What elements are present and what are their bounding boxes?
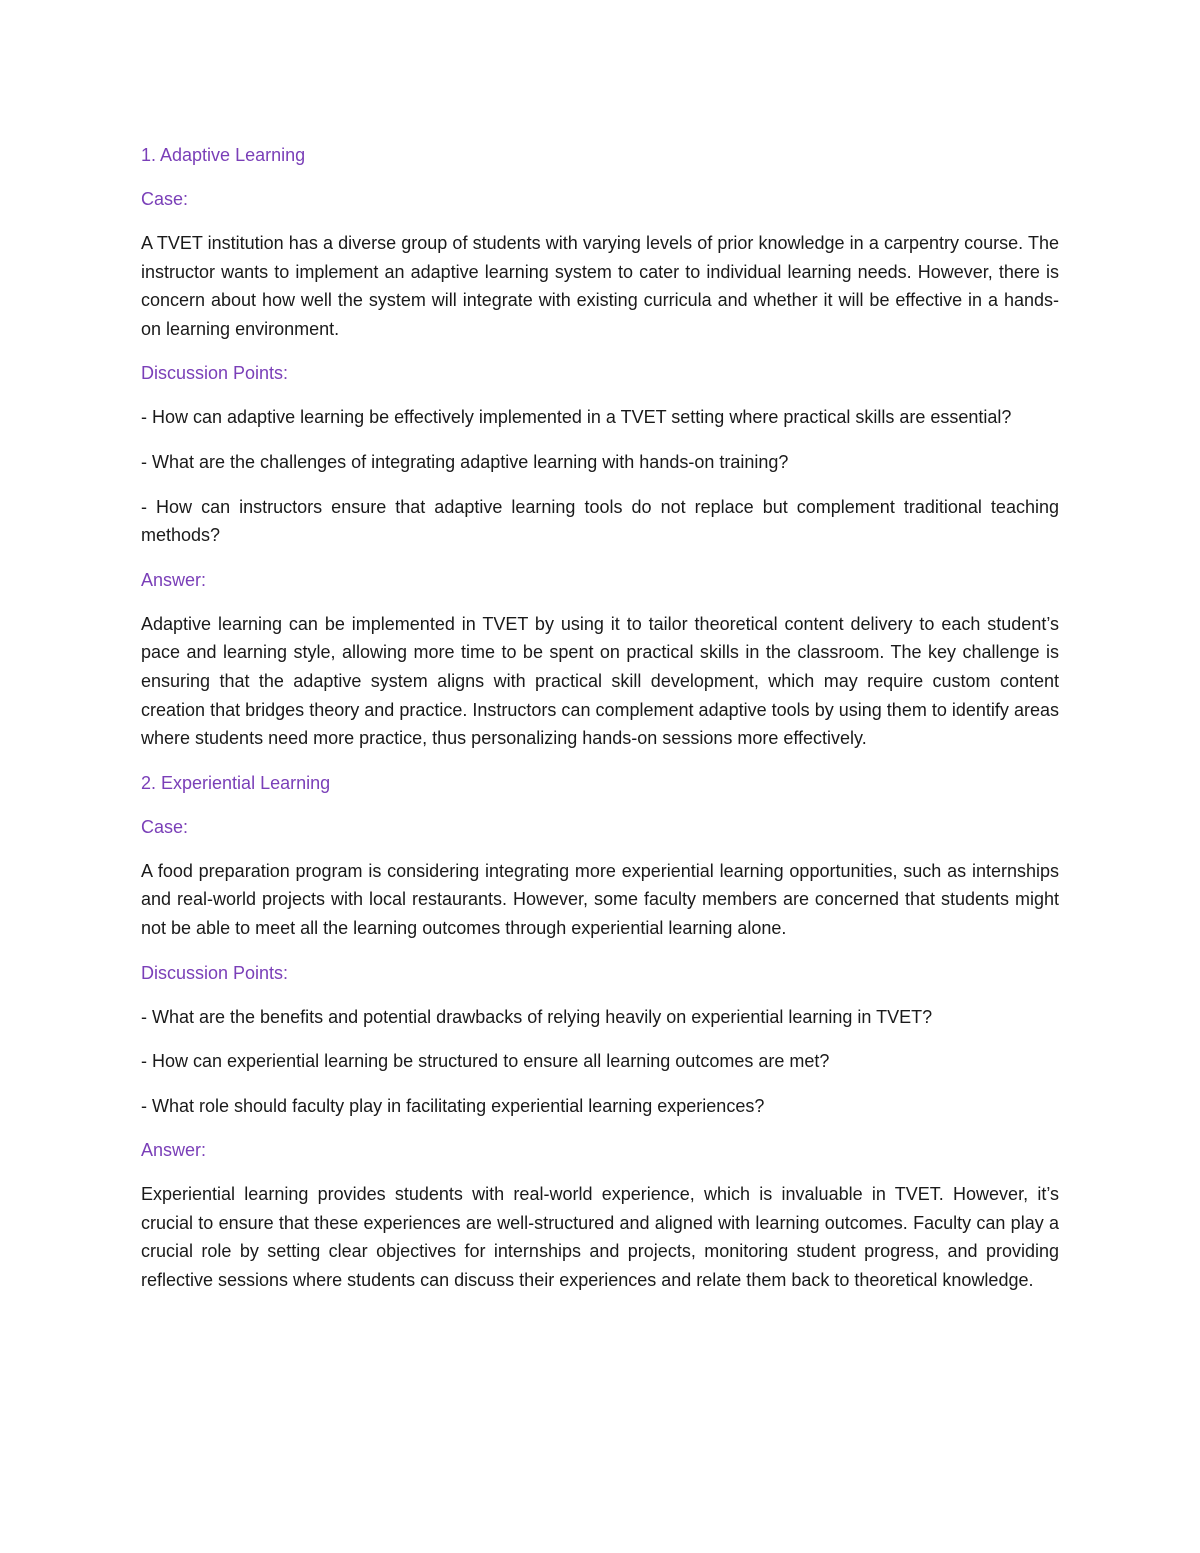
section-title: 1. Adaptive Learning (141, 145, 306, 165)
discussion-point: - How can instructors ensure that adaptive learning tools do not replace but complement traditional teaching methods? (141, 496, 1059, 546)
discussion-label: Discussion Points: (141, 363, 289, 384)
section-adaptive-learning (141, 141, 1059, 753)
answer-text: Adaptive learning can be implemented in TVET by using it to tailor theoretical content delivery to each student’s pace and learning style, allowing more time to be spent on practical skills in the classroom. The key challenge is ensuring that the adaptive system aligns with practical skill development, which may require custom content creation that bridges theory and practice. Instructors can complement adaptive tools by using them to identify areas where students need more practice, thus personalizing hands-on sessions more effectively. (141, 613, 1059, 749)
case-label: Case: (141, 189, 189, 209)
discussion-point: - How can experiential learning be structured to ensure all learning outcomes are met? (141, 1051, 830, 1072)
discussion-label: Discussion Points: (141, 962, 289, 983)
case-text: A TVET institution has a diverse group of students with varying levels of prior knowledge in a carpentry course. The instructor wants to implement an adaptive learning system to cater to individual learning needs. However, there is concern about how well the system will integrate with existing curricula and whether it will be effective in a hands-on learning environment. (141, 233, 1059, 339)
discussion-point: - What role should faculty play in facilitating experiential learning experiences? (141, 1095, 765, 1116)
case-text: A food preparation program is considering integrating more experiential learning opportunities, such as internships and real-world projects with local restaurants. However, some faculty members are concerned that students might not be able to meet all the learning outcomes through experiential learning alone. (141, 860, 1059, 938)
document-page (141, 141, 1059, 1311)
case-label: Case: (141, 816, 189, 837)
answer-text: Experiential learning provides students with real-world experience, which is invaluable in TVET. However, it’s crucial to ensure that these experiences are well-structured and aligned with learning outcomes. Faculty can play a crucial role by setting clear objectives for internships and projects, monitoring student progress, and providing reflective sessions where students can discuss their experiences and relate them back to theoretical knowledge. (141, 1184, 1059, 1291)
discussion-point: - What are the benefits and potential drawbacks of relying heavily on experiential learning in TVET? (141, 1006, 933, 1027)
answer-label: Answer: (141, 1140, 207, 1161)
discussion-point: - What are the challenges of integrating adaptive learning with hands-on training? (141, 451, 789, 472)
discussion-point: - How can adaptive learning be effectively implemented in a TVET setting where practical skills are essential? (141, 407, 1012, 428)
section-title: 2. Experiential Learning (141, 772, 331, 793)
section-experiential-learning (141, 769, 1059, 1295)
answer-label: Answer: (141, 569, 207, 590)
